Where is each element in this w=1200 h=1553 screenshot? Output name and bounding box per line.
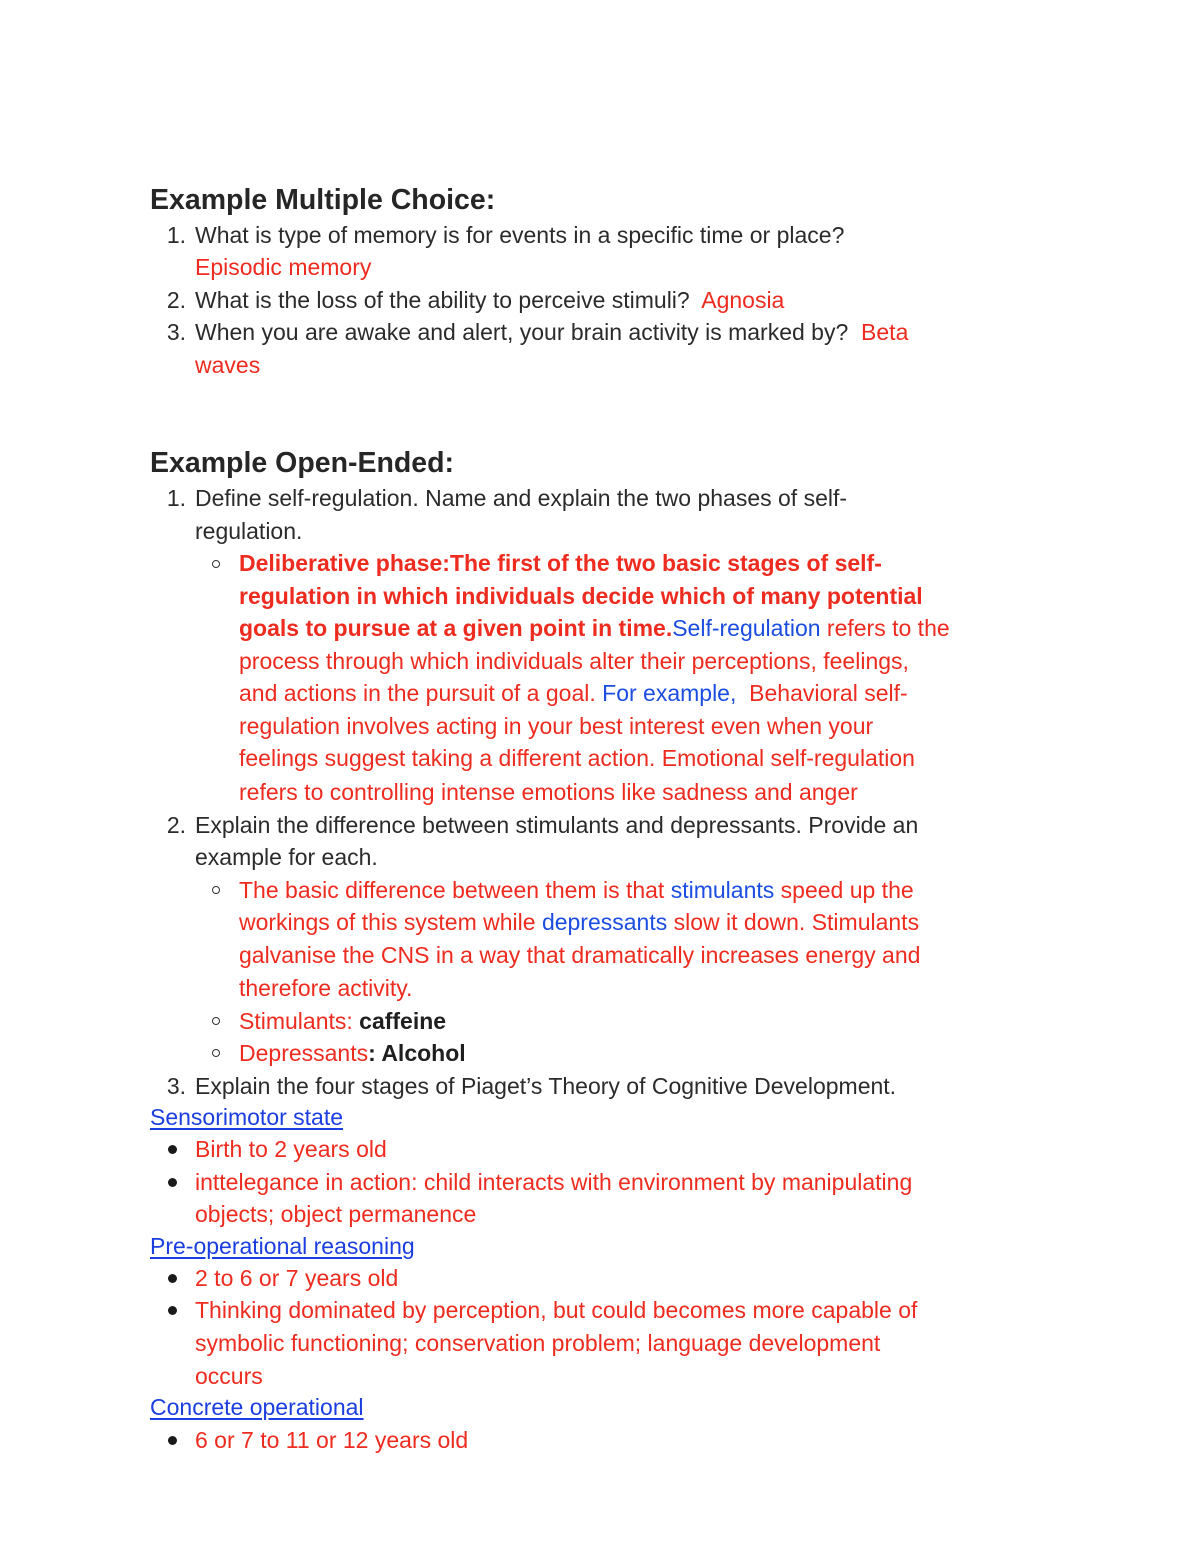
stimulants-example: Stimulants: caffeine [239,1008,447,1034]
open-ended-heading: Example Open-Ended: [150,447,455,479]
question-number: 2. [166,812,186,838]
stage-bullet: inttelegance in action: child interacts with environment by manipulating [195,1169,913,1195]
stage-link-preoperational[interactable]: Pre-operational reasoning [150,1233,415,1259]
circle-bullet-icon [212,886,220,894]
mc-question-2 [195,284,784,317]
mc-question-3 [195,316,908,349]
bullet-icon [168,1145,177,1154]
question-number: 1. [166,222,186,248]
question-number: 3. [166,1073,186,1099]
oe-answer-1-line-8: refers to controlling intense emotions like sadness and anger [239,779,858,805]
oe-answer-1-line-1: Deliberative phase:The first of the two basic stages of self- [239,550,882,576]
stage-bullet: 6 or 7 to 11 or 12 years old [195,1427,469,1453]
oe-answer-2-line-2: workings of this system while depressants slow it down. Stimulants [239,909,920,935]
stage-link-sensorimotor[interactable]: Sensorimotor state [150,1104,344,1130]
bullet-icon [168,1436,177,1445]
oe-question-1-line-2: regulation. [195,518,303,544]
oe-answer-1-line-5: and actions in the pursuit of a goal. For example, Behavioral self- [239,680,908,706]
stage-bullet: Birth to 2 years old [195,1136,387,1162]
bullet-icon [168,1274,177,1283]
question-number: 3. [166,319,186,345]
circle-bullet-icon [212,560,220,568]
stage-bullet-continued: objects; object permanence [195,1201,477,1227]
circle-bullet-icon [212,1049,220,1057]
mc-question-3-text: When you are awake and alert, your brain activity is marked by? [195,319,849,345]
depressants-example: Depressants: Alcohol [239,1040,466,1066]
oe-answer-1-line-2: regulation in which individuals decide which of many potential [239,583,923,609]
question-number: 1. [166,485,186,511]
circle-bullet-icon [212,1017,220,1025]
mc-answer-2: Agnosia [701,287,785,313]
mc-question-2-text: What is the loss of the ability to perceive stimuli? [195,287,690,313]
stage-bullet: Thinking dominated by perception, but could becomes more capable of [195,1297,918,1323]
oe-question-1-line-1: Define self-regulation. Name and explain the two phases of self- [195,485,848,511]
stage-link-concrete-operational[interactable]: Concrete operational [150,1394,364,1420]
oe-question-2-line-2: example for each. [195,844,378,870]
question-number: 2. [166,287,186,313]
mc-answer-3a: Beta [861,319,909,345]
bullet-icon [168,1306,177,1315]
oe-question-3: Explain the four stages of Piaget’s Theory of Cognitive Development. [195,1073,897,1099]
oe-answer-2-line-4: therefore activity. [239,975,413,1001]
oe-answer-1-line-4: process through which individuals alter their perceptions, feelings, [239,648,909,674]
stage-bullet-continued: symbolic functioning; conservation problem; language development [195,1330,881,1356]
bullet-icon [168,1178,177,1187]
stage-bullet-continued: occurs [195,1363,263,1389]
oe-answer-1-line-3: goals to pursue at a given point in time.Self-regulation refers to the [239,615,950,641]
mc-answer-1: Episodic memory [195,254,372,280]
oe-question-2-line-1: Explain the difference between stimulants and depressants. Provide an [195,812,919,838]
multiple-choice-heading: Example Multiple Choice: [150,184,496,216]
oe-answer-1-line-7: feelings suggest taking a different action. Emotional self-regulation [239,745,915,771]
mc-question-1: What is type of memory is for events in a specific time or place? [195,222,845,248]
oe-answer-2-line-3: galvanise the CNS in a way that dramatically increases energy and [239,942,921,968]
oe-answer-2-line-1: The basic difference between them is that stimulants speed up the [239,877,914,903]
oe-answer-1-line-6: regulation involves acting in your best interest even when your [239,713,874,739]
stage-bullet: 2 to 6 or 7 years old [195,1265,399,1291]
mc-answer-3b: waves [195,352,261,378]
